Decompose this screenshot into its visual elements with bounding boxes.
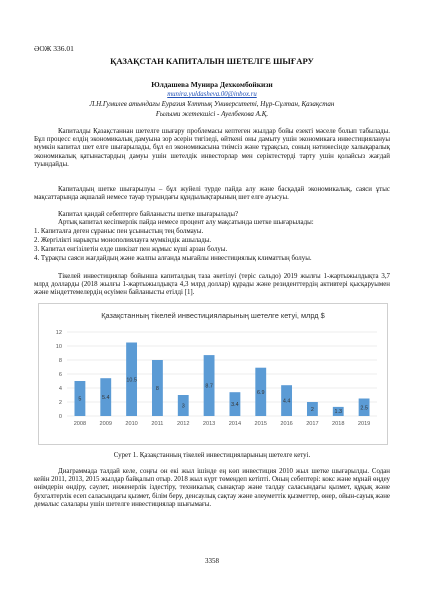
figure-caption: Сурет 1. Қазақстанның тікелей инвестицияларының шетелге кетуі. — [113, 452, 311, 459]
x-tick-label: 2015 — [254, 421, 267, 427]
author-email[interactable]: munira.yuldasheva.00@inbox.ru — [167, 91, 257, 98]
investment-bar-chart — [38, 303, 388, 445]
chart-title: Қазақстанның тікелей инвестицияларының шетелге кетуі, млрд $ — [101, 311, 325, 320]
bar-value-label: 2 — [310, 407, 314, 413]
udk-code: ӘОЖ 336.01 — [34, 44, 74, 53]
chart-svg — [39, 304, 387, 444]
paragraph-2: Капиталдың шетке шығарылуы – бұл жуйелі турде пайда алу және басқадай экономикалық, саяси ұтыс мақсаттарында ақшалай немесе тауар турындағы құндылықтарының шет елге ауысуы. — [34, 186, 390, 202]
list-item-1: 1. Капиталға деген сұраныс пен ұсыныстың тең болмауы. — [34, 228, 204, 235]
x-tick-label: 2008 — [73, 421, 87, 427]
x-tick-label: 2018 — [332, 421, 345, 427]
affiliation: Л.Н.Гумилев атындағы Еуразия Ұлттық Университеті, Нұр-Сұлтан, Қазақстан — [89, 100, 335, 108]
x-tick-label: 2013 — [202, 421, 216, 427]
x-tick-label: 2017 — [306, 421, 319, 427]
advisor: Ғылыми жетекшісі - Ауелбекова А.Қ. — [155, 110, 269, 118]
list-item-4: 4. Тұрақты саяси жағдайдың және жалпы алғанда мығайлы инвестициялық климаттың болуы. — [34, 255, 312, 262]
x-tick-label: 2009 — [99, 421, 112, 427]
bar-value-label: 8.7 — [205, 383, 213, 390]
paragraph-3: Капитал қандай себептерге байланысты шетке шығарылады? — [58, 211, 239, 218]
bar-value-label: 4.4 — [282, 398, 291, 405]
author-name: Юлдашева Мунира Дехкомбойкизи — [151, 80, 273, 89]
x-tick-label: 2010 — [125, 421, 138, 427]
y-tick-label: 6 — [58, 372, 62, 379]
paragraph-6: Диаграммада талдай келе, соңғы он екі жыл ішінде ең көп инвестиция 2010 жыл шетке шығарылды. Содан кейін 2011, 2013, 2015 жылдар байқалып отыр. 2018 жыл күрт төмендеп кетіпті. Оның себептері: кокс және мұнай өңдеу өнімдерін өндіру, сәулет, инженерлік іздестіру, техникалық сынақтар және талдау саласындағы қызмет, құқық және бухгалтерлік есеп саласындағы қызмет, білім беру, денсаулық сақтау және әлеуметтік қызметтер, өнер, ойын-сауық және демалыс салалары ушін шетелге инвестициялар шығымағы. — [34, 468, 390, 508]
bar-value-label: 1.3 — [334, 409, 342, 415]
x-tick-label: 2019 — [357, 421, 371, 427]
y-tick-label: 4 — [58, 386, 62, 393]
list-item-2: 2. Жергілікті нарықты монополиялауға мумкіндік ашылады. — [34, 237, 212, 244]
bar-value-label: 3 — [181, 403, 185, 410]
bar-value-label: 5.4 — [102, 395, 110, 402]
x-tick-label: 2012 — [177, 421, 190, 427]
bar-value-label: 5 — [78, 396, 82, 403]
paragraph-1: Капиталды Қазақстаннан шетелге шығару проблемасы кептеген жылдар бойы езекті мәселе болып табылады. Бұл процесс елдің экономикалық дамуына зор әсерін тигізеді, өйткені оны дамыту ушін экономикаға инвестициялануы мумкін капитал шет елге шығарылады, бұл ел экономикасына тиімсіз және тұрақсыз, соның нәтижесінде халықаралық экономикалық қатынастардың дамуы ушін шетелдік инвесторлар мен серіктестерді тарту ушін қолайсыз жағдай туындайды. — [34, 128, 390, 168]
x-tick-label: 2011 — [151, 421, 164, 427]
paragraph-4: Артық капитал кесіпкерлік пайда немесе процент алу мақсатында шетке шығарылады: — [58, 219, 314, 226]
y-tick-label: 0 — [58, 414, 62, 421]
y-tick-label: 10 — [55, 344, 62, 351]
y-tick-label: 12 — [55, 330, 62, 337]
paper-title: ҚАЗАҚСТАН КАПИТАЛЫН ШЕТЕЛГЕ ШЫҒАРУ — [110, 56, 314, 66]
bar-value-label: 8 — [155, 386, 159, 392]
x-tick-label: 2016 — [280, 421, 293, 427]
paragraph-5: Тікелей инвестициялар бойынша капиталдың таза әкетілуі (теріс сальдо) 2019 жылғы 1-жартыжылдықта 3,7 млрд долларды (2018 жылғы 1-жартыжылдықта 4,3 млрд доллар) құрады және резиденттердің активтері қысқаруымен және міндеттемелердің өсуімен байланысты етілді [1]. — [34, 273, 390, 297]
x-tick-label: 2014 — [228, 421, 242, 427]
bar-value-label: 10.5 — [126, 377, 137, 384]
y-tick-label: 8 — [58, 358, 62, 365]
bar-value-label: 6.9 — [257, 389, 265, 396]
bar-value-label: 3.4 — [231, 402, 239, 409]
list-item-3: 3. Капитал енгізілетін елде шикізат пен жұмыс күші арзан болуы. — [34, 246, 228, 253]
page-number: 3358 — [205, 557, 219, 565]
y-tick-label: 2 — [58, 400, 62, 407]
bar-value-label: 2.5 — [360, 405, 368, 412]
